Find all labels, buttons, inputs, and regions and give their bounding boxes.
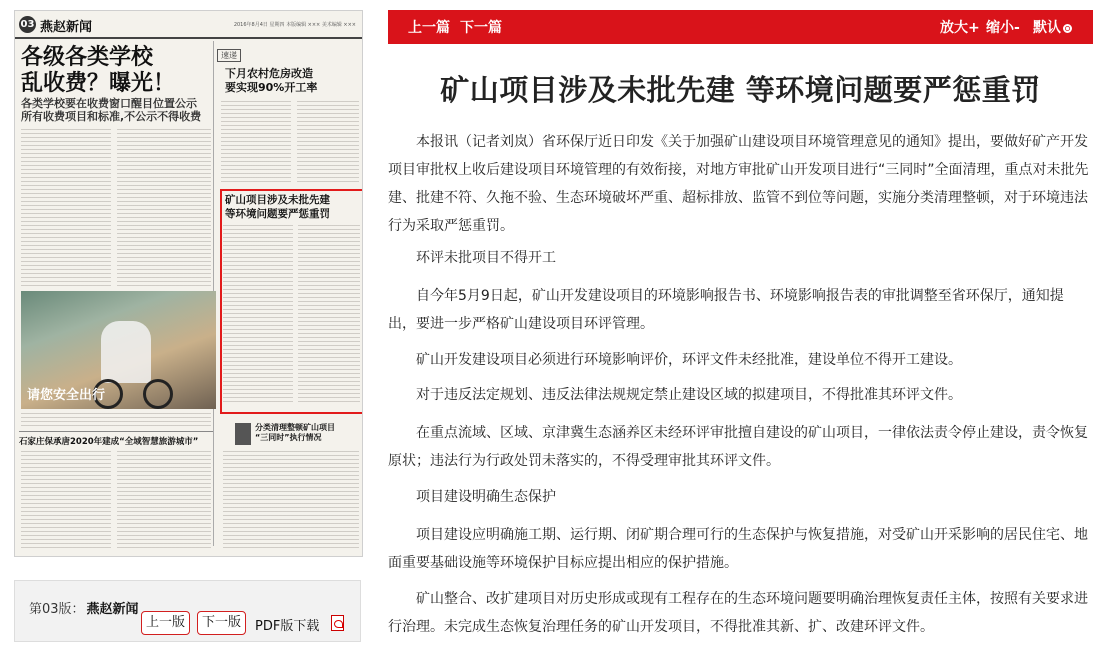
photo-caption: 请您安全出行 — [27, 388, 106, 403]
prev-page-button[interactable]: 上一版 — [141, 611, 190, 635]
story-title-line: “三同时”执行情况 — [255, 433, 322, 442]
article-paragraph: 项目建设应明确施工期、运行期、闭矿期合理可行的生态保护与恢复措施，对受矿山开采影响的居民住宅、地面重要基础设施等环境保护目标应提出相应的保护措施。 — [388, 527, 1088, 571]
selected-article-highlight[interactable] — [220, 189, 363, 414]
article-subheading: 环评未批项目不得开工 — [416, 250, 556, 266]
page-main-headline[interactable] — [21, 45, 175, 97]
article-toolbar — [388, 10, 1093, 44]
section-divider — [19, 431, 213, 432]
issue-navigation-bar — [14, 580, 361, 642]
zoom-in-button[interactable]: 放大+ — [940, 20, 980, 36]
zoom-out-button[interactable]: 缩小- — [986, 20, 1020, 36]
photo-caption-text — [21, 413, 211, 427]
story-title-tourism[interactable]: 石家庄保承唐2020年建成“全域智慧旅游城市” — [19, 437, 199, 447]
news-tag: 速递 — [217, 49, 241, 62]
article-paragraph: 自今年5月9日起，矿山开发建设项目的环境影响报告书、环境影响报告表的审批调整至省环保厅，通知提出，要进一步严格矿山建设项目环评管理。 — [388, 288, 1064, 332]
article-subheading: 项目建设明确生态保护 — [416, 489, 556, 505]
next-page-button[interactable]: 下一版 — [197, 611, 246, 635]
headline-line: 乱收费？曝光！ — [21, 71, 176, 96]
headline-line: 各级各类学校 — [21, 45, 154, 70]
default-size-button[interactable] — [1033, 10, 1072, 46]
story-title-line: 矿山项目涉及未批先建 — [225, 194, 330, 206]
article-paragraph: 本报讯（记者刘岚）省环保厅近日印发《关于加强矿山建设项目环境管理意见的通知》提出，要做好矿产开发项目审批权上收后建设项目环境管理的有效衔接，对地方审批矿山开发项目进行“三同时”全面清理，重点对未批先建、批建不符、久拖不验、生态环境破坏严重、超标排放、监管不到位等问题，实施分类清理整顿，对于环境违法行为采取严惩重罚。 — [388, 134, 1089, 234]
default-size-label: 默认 — [1033, 20, 1061, 36]
pdf-icon[interactable] — [331, 615, 344, 631]
issue-section-name[interactable]: 燕赵新闻 — [86, 602, 139, 617]
section-marker — [235, 423, 251, 445]
article-text-block[interactable] — [221, 101, 291, 185]
page-main-subhead — [21, 97, 201, 123]
story-title-line: 等环境问题要严惩重罚 — [225, 208, 330, 220]
subhead-line: 各类学校要在收费窗口醒目位置公示 — [21, 97, 197, 110]
article-text-block[interactable] — [117, 451, 211, 549]
article-paragraph: 矿山开发建设项目必须进行环境影响评价，环评文件未经批准，建设单位不得开工建设。 — [416, 352, 962, 368]
radio-dot-icon — [1063, 24, 1072, 33]
article-title: 矿山项目涉及未批先建 等环境问题要严惩重罚 — [440, 73, 1041, 107]
prev-article-link[interactable]: 上一篇 — [408, 20, 450, 36]
story-title-housing[interactable] — [225, 67, 317, 95]
article-paragraph: 对于违反法定规划、违反法律法规规定禁止建设区域的拟建项目，不得批准其环评文件。 — [416, 387, 962, 403]
subhead-line: 所有收费项目和标准,不公示不得收费 — [21, 110, 202, 123]
next-article-link[interactable]: 下一篇 — [460, 20, 502, 36]
page-number-badge: 03 — [19, 16, 36, 33]
article-text-block[interactable] — [223, 451, 359, 549]
photo-wheel — [143, 379, 173, 409]
article-paragraph: 矿山整合、改扩建项目对历史形成或现有工程存在的生态环境问题要明确治理恢复责任主体，按照有关要求进行治理。未完成生态恢复治理任务的矿山开发项目，不得批准其新、扩、改建环评文件。 — [388, 591, 1088, 635]
page-header — [15, 11, 362, 39]
issue-page-label: 第03版： — [29, 602, 85, 617]
story-title-line: 分类清理整顿矿山项目 — [255, 423, 335, 432]
newspaper-page-image[interactable] — [14, 10, 363, 557]
page-header-date: 2016年8月4日 星期四 本版编辑 ××× 美术编辑 ××× — [233, 22, 356, 28]
article-text-block[interactable] — [21, 451, 111, 549]
article-text-block[interactable] — [297, 101, 359, 185]
article-text-block[interactable] — [117, 129, 211, 289]
article-paragraph: 在重点流域、区域、京津冀生态涵养区未经环评审批擅自建设的矿山项目，一律依法责令停止建设，责令恢复原状；违法行为行政处罚未落实的，不得受理审批其环评文件。 — [388, 425, 1088, 469]
article-text-block[interactable] — [21, 129, 111, 289]
story-title-rectify[interactable] — [255, 423, 335, 443]
pdf-download-link[interactable]: PDF版下载 — [255, 619, 320, 634]
page-section-name: 燕赵新闻 — [40, 20, 93, 35]
story-title-line: 要实现90%开工率 — [225, 81, 318, 94]
news-photo[interactable] — [21, 291, 216, 409]
photo-rider — [101, 321, 151, 383]
story-title-line: 下月农村危房改造 — [225, 67, 313, 80]
issue-label — [29, 598, 139, 617]
